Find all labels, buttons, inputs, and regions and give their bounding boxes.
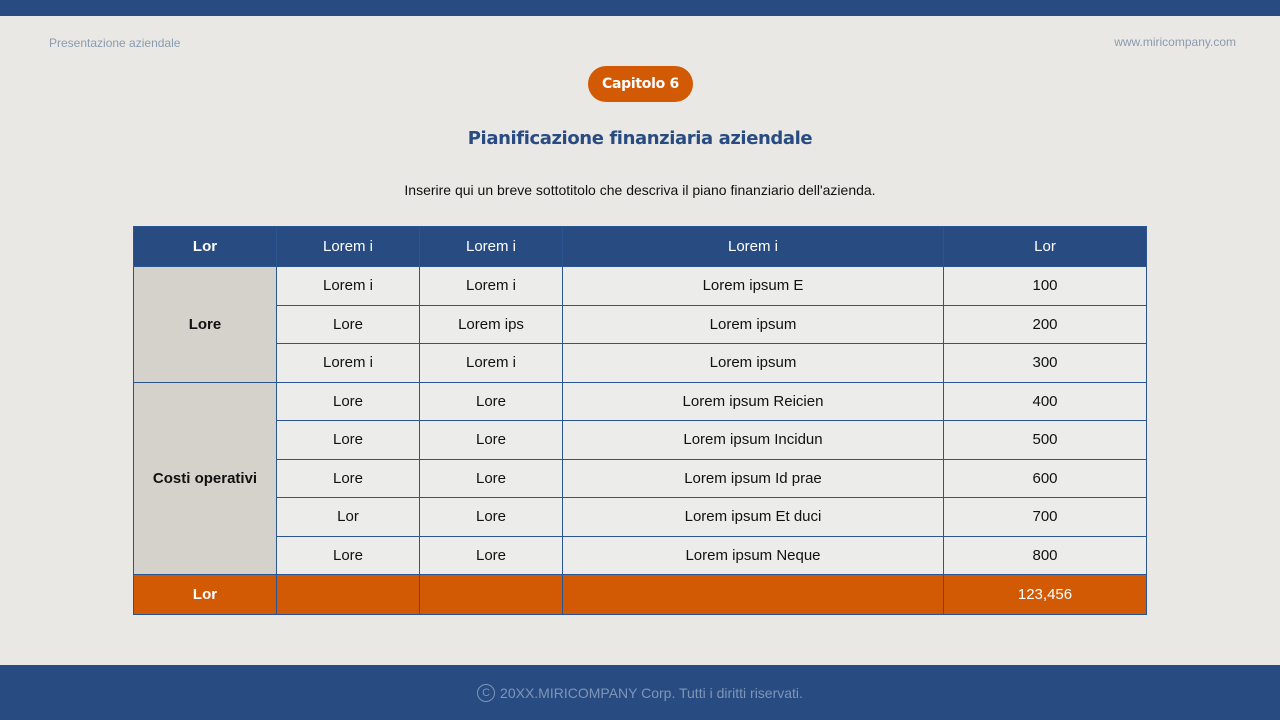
column-header: Lorem i (420, 227, 563, 267)
table-cell: Lore (277, 305, 420, 344)
table-cell: Lorem ipsum (563, 305, 944, 344)
column-header: Lorem i (563, 227, 944, 267)
table-cell: Lore (277, 421, 420, 460)
total-label: Lor (134, 575, 277, 615)
table-cell: Lore (420, 459, 563, 498)
total-value: 123,456 (944, 575, 1147, 615)
table-cell: Lorem ipsum (563, 344, 944, 383)
table-cell: Lore (420, 498, 563, 537)
footer-copyright: 20XX.MIRICOMPANY Corp. Tutti i diritti riservati. (500, 684, 803, 701)
top-bar (0, 0, 1280, 16)
table-row (134, 382, 1147, 421)
table-cell: Lore (420, 382, 563, 421)
page-subtitle: Inserire qui un breve sottotitolo che descriva il piano finanziario dell'azienda. (404, 182, 876, 198)
table-cell: Lorem ipsum Id prae (563, 459, 944, 498)
total-empty-cell (563, 575, 944, 615)
table-cell: Lorem i (277, 344, 420, 383)
table-cell: Lorem ipsum E (563, 267, 944, 306)
table-cell: Lore (420, 536, 563, 575)
column-header: Lorem i (277, 227, 420, 267)
presentation-label: Presentazione aziendale (49, 36, 181, 50)
table-row (134, 421, 1147, 460)
table-cell: Lorem ipsum Et duci (563, 498, 944, 537)
table-cell: Lorem i (277, 267, 420, 306)
financial-table (133, 226, 1147, 615)
table-row (134, 305, 1147, 344)
table-cell-value: 300 (944, 344, 1147, 383)
total-empty-cell (277, 575, 420, 615)
column-header: Lor (944, 227, 1147, 267)
group-label: Costi operativi (134, 382, 277, 575)
table-cell-value: 600 (944, 459, 1147, 498)
chapter-badge: Capitolo 6 (588, 66, 693, 102)
footer-bar (0, 665, 1280, 720)
column-header: Lor (134, 227, 277, 267)
table-cell: Lorem i (420, 267, 563, 306)
table-cell-value: 500 (944, 421, 1147, 460)
total-empty-cell (420, 575, 563, 615)
table-row (134, 498, 1147, 537)
table-cell: Lorem ipsum Incidun (563, 421, 944, 460)
table-row (134, 267, 1147, 306)
table-cell: Lor (277, 498, 420, 537)
table-cell: Lore (277, 536, 420, 575)
total-row (134, 575, 1147, 615)
table-header-row (134, 227, 1147, 267)
table-row (134, 459, 1147, 498)
table-cell-value: 800 (944, 536, 1147, 575)
table-cell: Lore (277, 382, 420, 421)
table-cell: Lore (277, 459, 420, 498)
table-cell: Lorem i (420, 344, 563, 383)
table-cell: Lorem ipsum Neque (563, 536, 944, 575)
table-cell-value: 200 (944, 305, 1147, 344)
table-cell-value: 100 (944, 267, 1147, 306)
website-link[interactable]: www.miricompany.com (1114, 35, 1236, 49)
table-row (134, 344, 1147, 383)
group-label: Lore (134, 267, 277, 383)
table-cell-value: 700 (944, 498, 1147, 537)
table-cell: Lore (420, 421, 563, 460)
copyright-icon: C (477, 684, 495, 702)
table-cell: Lorem ips (420, 305, 563, 344)
table-cell: Lorem ipsum Reicien (563, 382, 944, 421)
table-cell-value: 400 (944, 382, 1147, 421)
page-title: Pianificazione finanziaria aziendale (467, 128, 813, 149)
table-row (134, 536, 1147, 575)
